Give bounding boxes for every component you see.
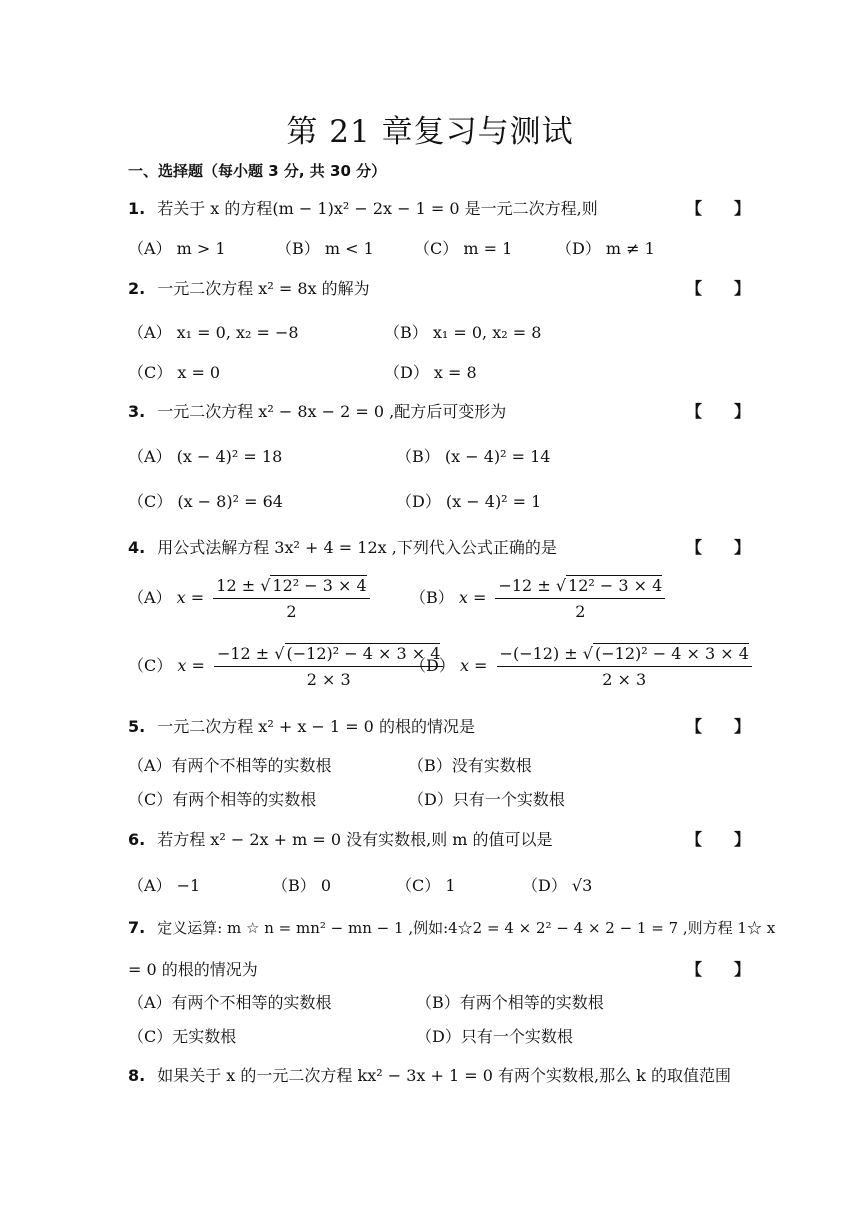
radicand: 12² − 3 × 4: [568, 576, 663, 595]
answer-bracket[interactable]: 【 】: [686, 960, 751, 979]
option-c[interactable]: （C） (x − 8)² = 64: [128, 492, 283, 511]
formula-lhs: x =: [459, 656, 488, 675]
question-number: 1.: [128, 199, 146, 218]
option-d[interactable]: （D）只有一个实数根: [408, 790, 565, 809]
answer-bracket[interactable]: 【 】: [686, 830, 751, 849]
sqrt-sign: √: [260, 576, 271, 595]
question-number: 6.: [128, 830, 146, 849]
answer-bracket[interactable]: 【 】: [686, 402, 751, 421]
question-text: 一元二次方程 x² + x − 1 = 0 的根的情况是: [157, 717, 475, 736]
radicand: (−12)² − 4 × 3 × 4: [286, 644, 441, 663]
denominator: 2 × 3: [602, 670, 647, 689]
option-label: （A）: [128, 588, 172, 607]
formula-lhs: x =: [458, 588, 487, 607]
fraction: [495, 576, 665, 621]
question-6: [128, 827, 738, 850]
answer-bracket[interactable]: 【 】: [686, 199, 751, 218]
option-b[interactable]: （B）没有实数根: [408, 756, 532, 775]
formula-lhs: x =: [177, 656, 205, 675]
question-text: 一元二次方程 x² = 8x 的解为: [157, 279, 370, 298]
formula-lhs: x =: [176, 588, 205, 607]
option-a[interactable]: （A） −1: [128, 876, 201, 895]
question-text: 一元二次方程 x² − 8x − 2 = 0 ,配方后可变形为: [157, 402, 507, 421]
option-a[interactable]: （A） x₁ = 0, x₂ = −8: [128, 323, 299, 342]
option-a[interactable]: （A）有两个不相等的实数根: [128, 993, 332, 1012]
option-label: （C）: [128, 656, 173, 675]
sqrt-sign: √: [555, 576, 567, 595]
question-text: 若方程 x² − 2x + m = 0 没有实数根,则 m 的值可以是: [157, 830, 553, 849]
option-b[interactable]: [410, 576, 665, 621]
option-b[interactable]: （B） 0: [272, 876, 332, 895]
question-number: 3.: [128, 402, 146, 421]
radicand: (−12)² − 4 × 3 × 4: [594, 644, 749, 663]
question-number: 2.: [128, 279, 146, 298]
answer-bracket[interactable]: 【 】: [686, 538, 751, 557]
page-title: 第 21 章复习与测试: [286, 114, 574, 150]
question-2: [128, 276, 738, 299]
sqrt-sign: √: [274, 644, 285, 663]
option-b[interactable]: （B） (x − 4)² = 14: [396, 447, 551, 466]
option-d[interactable]: （D） x = 8: [384, 363, 477, 382]
option-a[interactable]: （A） m > 1: [128, 239, 226, 258]
question-text: 如果关于 x 的一元二次方程 kx² − 3x + 1 = 0 有两个实数根,那么 k 的取值范围: [157, 1066, 731, 1085]
section-heading: 一、选择题（每小题 3 分, 共 30 分）: [128, 162, 387, 180]
option-c[interactable]: [128, 644, 443, 689]
option-c[interactable]: （C） 1: [396, 876, 456, 895]
question-number: 4.: [128, 538, 146, 557]
question-text: 用公式法解方程 3x² + 4 = 12x ,下列代入公式正确的是: [157, 538, 557, 557]
option-label: （D）: [410, 656, 455, 675]
sqrt-sign: √: [582, 644, 593, 663]
option-b[interactable]: （B） m < 1: [276, 239, 374, 258]
numerator: −12 ± √ (−12)² − 4 × 3 × 4: [214, 644, 443, 667]
question-7: [128, 917, 776, 938]
numerator: 12 ± √ 12² − 3 × 4: [213, 576, 369, 599]
radicand: 12² − 3 × 4: [272, 576, 367, 595]
question-1: [128, 196, 738, 219]
option-c[interactable]: （C）无实数根: [128, 1027, 237, 1046]
numerator: −12 ± √ 12² − 3 × 4: [495, 576, 665, 599]
question-text: 定义运算: m ☆ n = mn² − mn − 1 ,例如:4☆2 = 4 × 2² − 4 × 2 − 1 = 7 ,则方程 1☆ x: [157, 919, 776, 937]
option-d[interactable]: （D） (x − 4)² = 1: [396, 492, 542, 511]
option-c[interactable]: （C） m = 1: [414, 239, 513, 258]
question-number: 8.: [128, 1066, 146, 1085]
denominator: 2 × 3: [306, 670, 351, 689]
fraction: [213, 576, 369, 621]
question-number: 5.: [128, 717, 146, 736]
question-8: [128, 1063, 738, 1086]
question-text: 若关于 x 的方程(m − 1)x² − 2x − 1 = 0 是一元二次方程,则: [157, 199, 598, 218]
fraction: [214, 644, 443, 689]
question-5: [128, 714, 738, 737]
option-c[interactable]: （C） x = 0: [128, 363, 221, 382]
denominator: 2: [575, 602, 586, 621]
numerator: −(−12) ± √ (−12)² − 4 × 3 × 4: [497, 644, 752, 667]
question-3: [128, 399, 738, 422]
option-a[interactable]: [128, 576, 370, 621]
option-b[interactable]: （B）有两个相等的实数根: [416, 993, 604, 1012]
option-d[interactable]: [410, 644, 752, 689]
answer-bracket[interactable]: 【 】: [686, 279, 751, 298]
option-d[interactable]: （D） m ≠ 1: [556, 239, 655, 258]
option-c[interactable]: （C）有两个相等的实数根: [128, 790, 317, 809]
option-b[interactable]: （B） x₁ = 0, x₂ = 8: [384, 323, 542, 342]
denominator: 2: [286, 602, 297, 621]
option-label: （B）: [410, 588, 454, 607]
option-a[interactable]: （A） (x − 4)² = 18: [128, 447, 283, 466]
option-a[interactable]: （A）有两个不相等的实数根: [128, 756, 332, 775]
question-text-continued: = 0 的根的情况为: [128, 960, 258, 979]
option-d[interactable]: （D） √3: [522, 876, 593, 895]
option-d[interactable]: （D）只有一个实数根: [416, 1027, 573, 1046]
question-number: 7.: [128, 918, 146, 937]
fraction: [497, 644, 752, 689]
answer-bracket[interactable]: 【 】: [686, 717, 751, 736]
question-4: [128, 535, 738, 558]
